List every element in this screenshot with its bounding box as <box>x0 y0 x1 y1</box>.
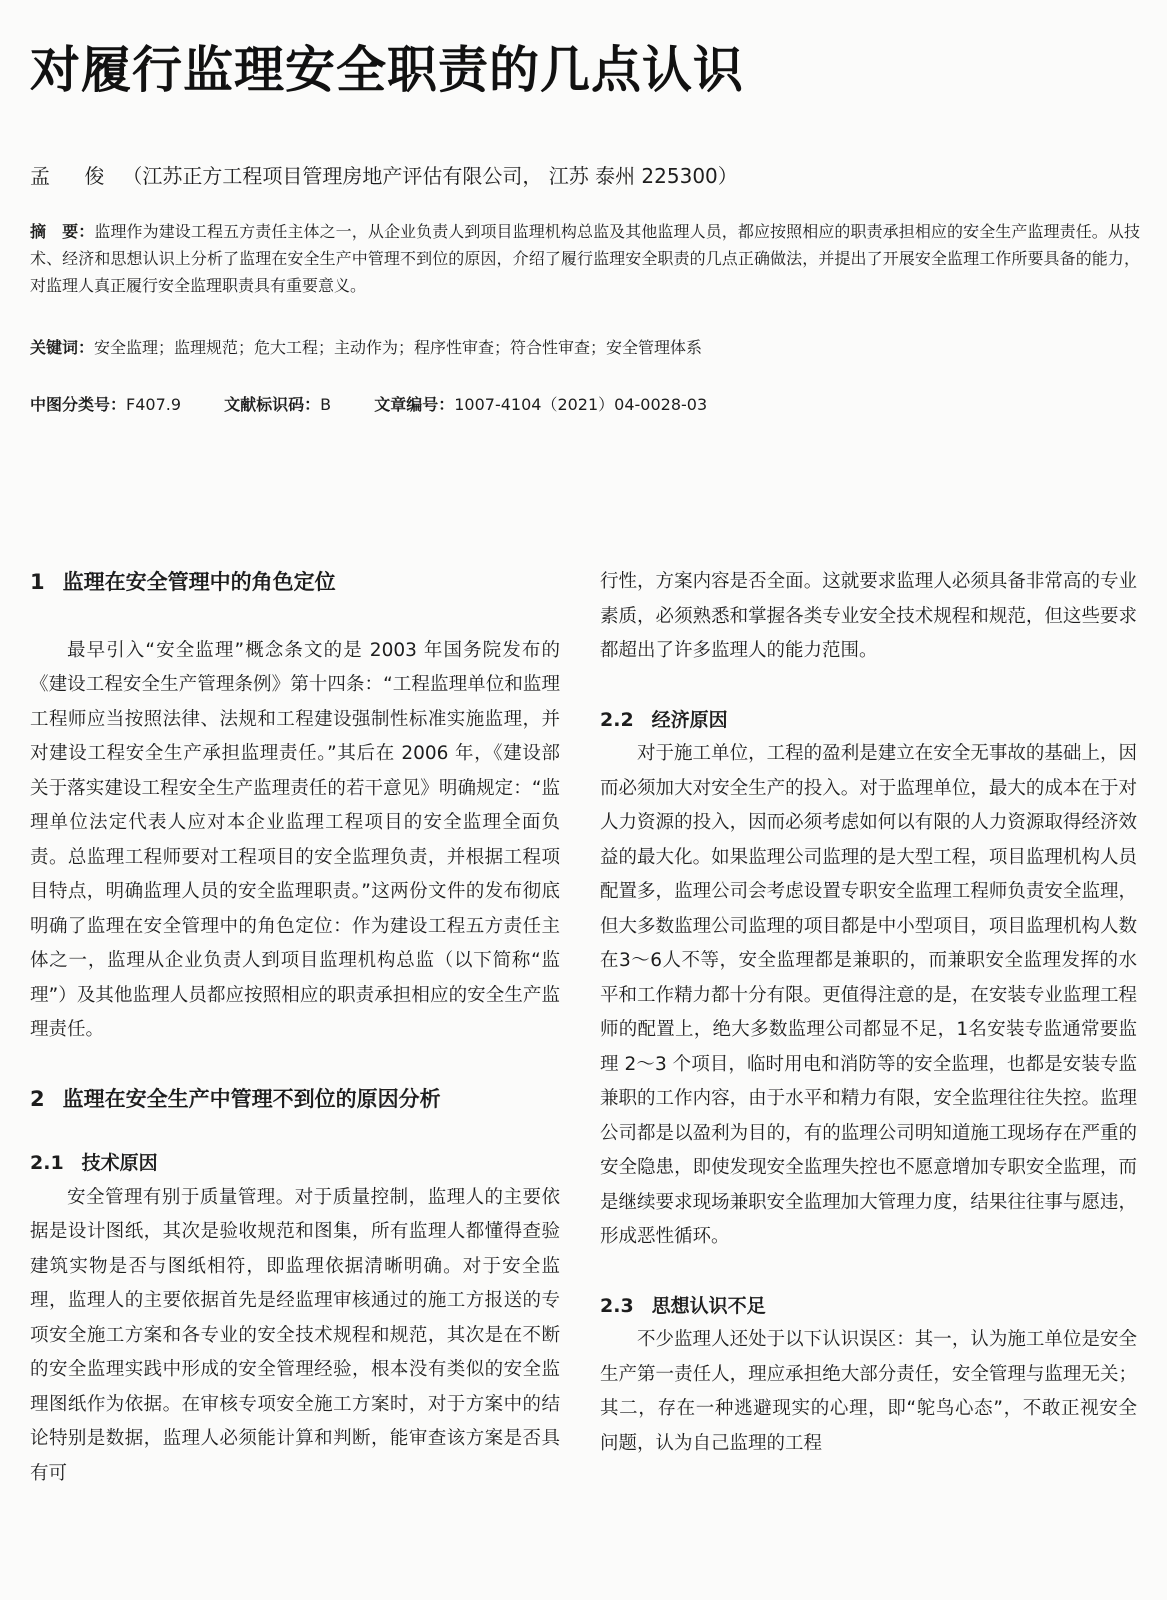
keywords-text: 安全监理；监理规范；危大工程；主动作为；程序性审查；符合性审查；安全管理体系 <box>94 338 703 357</box>
section-2-3-paragraph: 不少监理人还处于以下认识误区：其一，认为施工单位是安全生产第一责任人，理应承担绝大部分责任，安全管理与监理无关；其二，存在一种逃避现实的心理，即“鸵鸟心态”，不敢正视安全问题，认为自己监理的工程 <box>600 1329 1137 1454</box>
section-number: 1 <box>30 570 45 594</box>
author-line <box>30 160 738 189</box>
section-2-heading <box>30 1082 560 1117</box>
author-name: 孟 俊 <box>30 164 119 188</box>
doc-code-value: B <box>320 395 332 414</box>
clc-label: 中图分类号： <box>30 395 127 414</box>
classification-meta <box>30 392 1140 415</box>
section-2-1-paragraph: 安全管理有别于质量管理。对于质量控制，监理人的主要依据是设计图纸，其次是验收规范和图集，所有监理人都懂得查验建筑实物是否与图纸相符，即监理依据清晰明确。对于安全监理，监理人的主要依据首先是经监理审核通过的施工方报送的专项安全施工方案和各专业的安全技术规程和规范，其次是在不断的安全监理实践中形成的安全管理经验，根本没有类似的安全监理图纸作为依据。在审核专项安全施工方案时，对于方案中的结论特别是数据，监理人必须能计算和判断，能审查该方案是否具有可 <box>30 1186 560 1484</box>
section-number: 2.3 <box>600 1294 634 1317</box>
section-2-2-heading <box>600 703 1137 738</box>
section-title: 技术原因 <box>81 1152 158 1174</box>
doc-code-label: 文献标识码： <box>224 395 321 414</box>
section-1-heading <box>30 565 560 600</box>
section-number: 2.2 <box>600 708 634 731</box>
abstract-label: 摘 要： <box>30 222 95 241</box>
section-number: 2 <box>30 1086 45 1111</box>
keywords <box>30 334 1140 361</box>
article-number-item <box>374 395 707 414</box>
abstract-text: 监理作为建设工程五方责任主体之一，从企业负责人到项目监理机构总监及其他监理人员，都应按照相应的职责承担相应的安全生产监理责任。从技术、经济和思想认识上分析了监理在安全生产中管理不到位的原因，介绍了履行监理安全职责的几点正确做法，并提出了开展安全监理工作所要具备的能力，对监理人真正履行安全监理职责具有重要意义。 <box>30 222 1140 295</box>
section-title: 监理在安全管理中的角色定位 <box>62 570 336 594</box>
section-2-1-heading <box>30 1146 560 1181</box>
article-number-label: 文章编号： <box>374 395 455 414</box>
section-2-2-paragraph: 对于施工单位，工程的盈利是建立在安全无事故的基础上，因而必须加大对安全生产的投入。对于监理单位，最大的成本在于对人力资源的投入，因而必须考虑如何以有限的人力资源取得经济效益的最大化。如果监理公司监理的是大型工程，项目监理机构人员配置多，监理公司会考虑设置专职安全监理工程师负责安全监理，但大多数监理公司监理的项目都是中小型项目，项目监理机构人数在3～6人不等，安全监理都是兼职的，而兼职安全监理发挥的水平和工作精力都十分有限。更值得注意的是，在安装专业监理工程师的配置上，绝大多数监理公司都显不足，1名安装专监通常要监理 2～3 个项目，临时用电和消防等的安全监理，也都是安装专监兼职的工作内容，由于水平和精力有限，安全监理往往失控。监理公司都是以盈利为目的，有的监理公司明知道施工现场存在严重的安全隐患，即使发现安全监理失控也不愿意增加专职安全监理，而是继续要求现场兼职安全监理加大管理力度，结果往往事与愿违，形成恶性循环。 <box>600 743 1137 1247</box>
section-2-1-paragraph-continued: 行性，方案内容是否全面。这就要求监理人必须具备非常高的专业素质，必须熟悉和掌握各类专业安全技术规程和规范，但这些要求都超出了许多监理人的能力范围。 <box>600 571 1137 661</box>
article-number-value: 1007-4104（2021）04-0028-03 <box>454 395 708 414</box>
keywords-label: 关键词： <box>30 338 95 357</box>
clc-item <box>30 395 181 414</box>
doc-code-item <box>224 395 331 414</box>
left-column <box>30 565 560 1491</box>
section-1-paragraph: 最早引入“安全监理”概念条文的是 2003 年国务院发布的《建设工程安全生产管理条例》第十四条：“工程监理单位和监理工程师应当按照法律、法规和工程建设强制性标准实施监理，并对建设工程安全生产承担监理责任。”其后在 2006 年，《建设部关于落实建设工程安全生产监理责任的若干意见》明确规定：“监理单位法定代表人应对本企业监理工程项目的安全监理全面负责。总监理工程师要对工程项目的安全监理负责，并根据工程项目特点，明确监理人员的安全监理职责。”这两份文件的发布彻底明确了监理在安全管理中的角色定位：作为建设工程五方责任主体之一，监理从企业负责人到项目监理机构总监（以下简称“监理”）及其他监理人员都应按照相应的职责承担相应的安全生产监理责任。 <box>30 639 560 1040</box>
section-title: 监理在安全生产中管理不到位的原因分析 <box>62 1086 441 1111</box>
author-affiliation: （江苏正方工程项目管理房地产评估有限公司， 江苏 泰州 225300） <box>122 164 738 188</box>
article-title: 对履行监理安全职责的几点认识 <box>30 41 744 99</box>
abstract <box>30 218 1140 299</box>
section-2-3-heading <box>600 1289 1137 1324</box>
clc-value: F407.9 <box>126 395 182 414</box>
right-column <box>600 565 1137 1461</box>
section-number: 2.1 <box>30 1152 64 1174</box>
section-title: 经济原因 <box>651 708 728 731</box>
section-title: 思想认识不足 <box>651 1294 766 1317</box>
